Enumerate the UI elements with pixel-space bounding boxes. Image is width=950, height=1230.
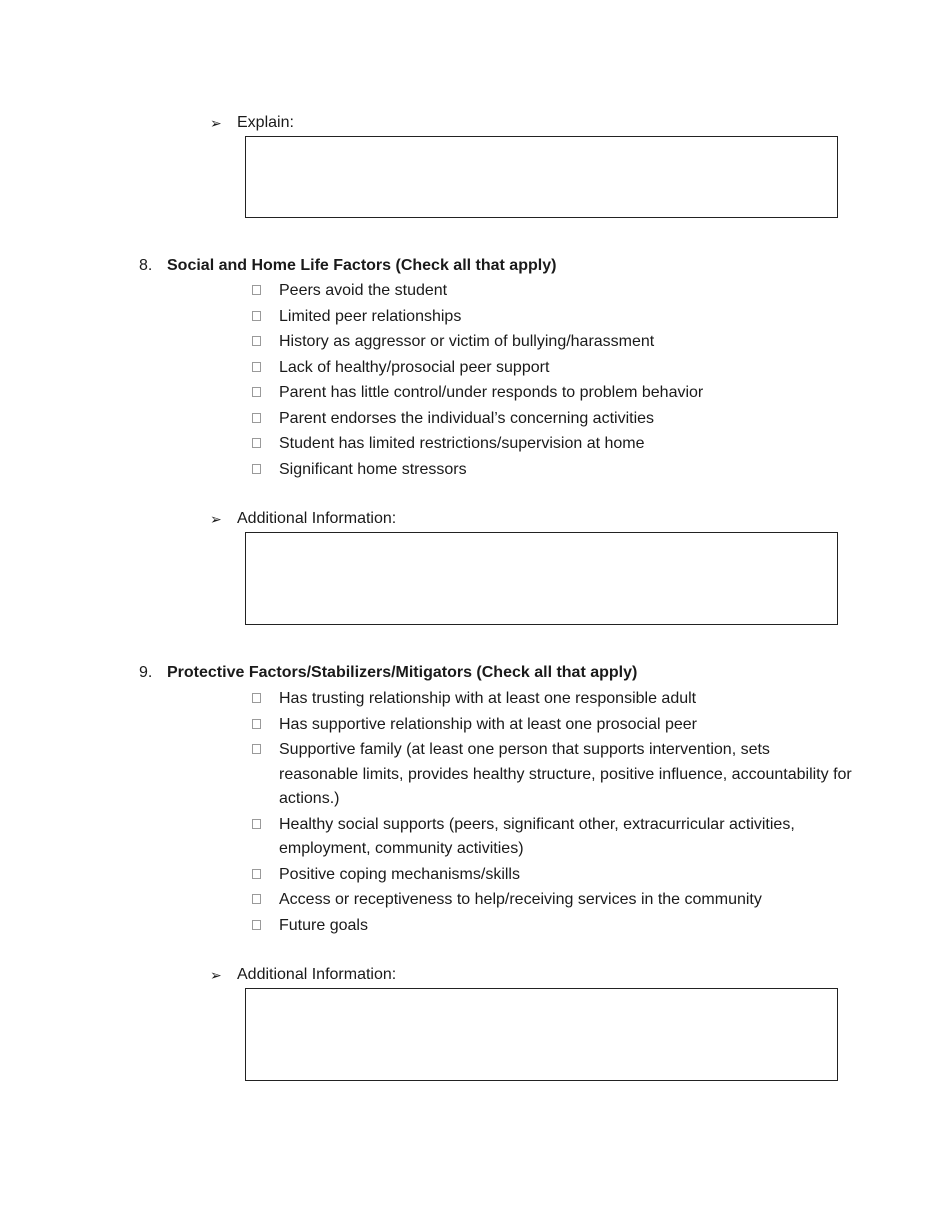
checklist-item-label: Future goals [279, 916, 368, 934]
checkbox-icon[interactable] [252, 464, 261, 474]
checklist-item-label: Peers avoid the student [279, 282, 448, 299]
checklist-item[interactable] [252, 914, 852, 939]
checklist-item-label: Student has limited restrictions/supervision at home [279, 435, 645, 452]
checkbox-icon[interactable] [252, 819, 261, 829]
explain-prompt [210, 113, 294, 133]
checklist-item[interactable] [252, 330, 852, 355]
checkbox-icon[interactable] [252, 920, 261, 930]
checklist-item[interactable] [252, 863, 852, 888]
checklist-item-label: Limited peer relationships [279, 307, 462, 325]
checklist-item-label: Lack of healthy/prosocial peer support [279, 358, 550, 376]
checkbox-icon[interactable] [252, 719, 261, 729]
arrowhead-bullet-icon: ➢ [210, 511, 222, 527]
section-9-heading [139, 663, 637, 683]
checklist-item-label: Has trusting relationship with at least one responsible adult [279, 690, 697, 707]
checklist-item-label: Has supportive relationship with at least one prosocial peer [279, 715, 698, 733]
checkbox-icon[interactable] [252, 311, 261, 321]
section-8-additional-prompt [210, 509, 396, 529]
checklist-item[interactable] [252, 432, 852, 457]
section-8-additional-textbox[interactable] [245, 532, 838, 625]
checklist-item[interactable] [252, 713, 852, 738]
checklist-item[interactable] [252, 738, 852, 812]
section-9-title: Protective Factors/Stabilizers/Mitigators (Check all that apply) [167, 664, 638, 681]
section-9-number: 9. [139, 664, 153, 681]
checkbox-icon[interactable] [252, 693, 261, 703]
explain-textbox[interactable] [245, 136, 838, 218]
checklist-item-label: History as aggressor or victim of bullying/harassment [279, 333, 655, 350]
checkbox-icon[interactable] [252, 413, 261, 423]
checklist-item[interactable] [252, 305, 852, 330]
checklist-item[interactable] [252, 458, 852, 483]
checklist-item[interactable] [252, 813, 852, 862]
section-8-number: 8. [139, 257, 153, 274]
checklist-item[interactable] [252, 687, 852, 712]
arrowhead-bullet-icon: ➢ [210, 967, 222, 983]
section-9-checklist [252, 687, 852, 939]
checklist-item-label: Parent has little control/under responds to problem behavior [279, 384, 704, 401]
checklist-item-label: Healthy social supports (peers, significant other, extracurricular activities, employment, community activities) [279, 815, 795, 857]
section-9-additional-prompt [210, 965, 396, 985]
checkbox-icon[interactable] [252, 438, 261, 448]
checklist-item-label: Parent endorses the individual’s concerning activities [279, 409, 655, 427]
checkbox-icon[interactable] [252, 285, 261, 295]
checklist-item[interactable] [252, 888, 852, 913]
explain-label: Explain: [237, 114, 294, 131]
checkbox-icon[interactable] [252, 362, 261, 372]
section-8-heading [139, 256, 556, 276]
arrowhead-bullet-icon: ➢ [210, 115, 222, 131]
checklist-item[interactable] [252, 279, 852, 304]
section-8-checklist [252, 279, 852, 483]
section-9-additional-label: Additional Information: [237, 966, 397, 983]
checklist-item[interactable] [252, 381, 852, 406]
checkbox-icon[interactable] [252, 387, 261, 397]
checklist-item[interactable] [252, 407, 852, 432]
checklist-item[interactable] [252, 356, 852, 381]
checkbox-icon[interactable] [252, 869, 261, 879]
section-8-title: Social and Home Life Factors (Check all that apply) [167, 257, 557, 274]
section-8-additional-label: Additional Information: [237, 510, 397, 527]
checkbox-icon[interactable] [252, 336, 261, 346]
checkbox-icon[interactable] [252, 744, 261, 754]
section-9-additional-textbox[interactable] [245, 988, 838, 1081]
checklist-item-label: Supportive family (at least one person that supports intervention, sets reasonable limits, provides healthy structure, positive influence, accountability for actions.) [279, 741, 852, 807]
checklist-item-label: Access or receptiveness to help/receiving services in the community [279, 891, 762, 908]
checkbox-icon[interactable] [252, 894, 261, 904]
checklist-item-label: Significant home stressors [279, 460, 467, 478]
checklist-item-label: Positive coping mechanisms/skills [279, 865, 520, 883]
